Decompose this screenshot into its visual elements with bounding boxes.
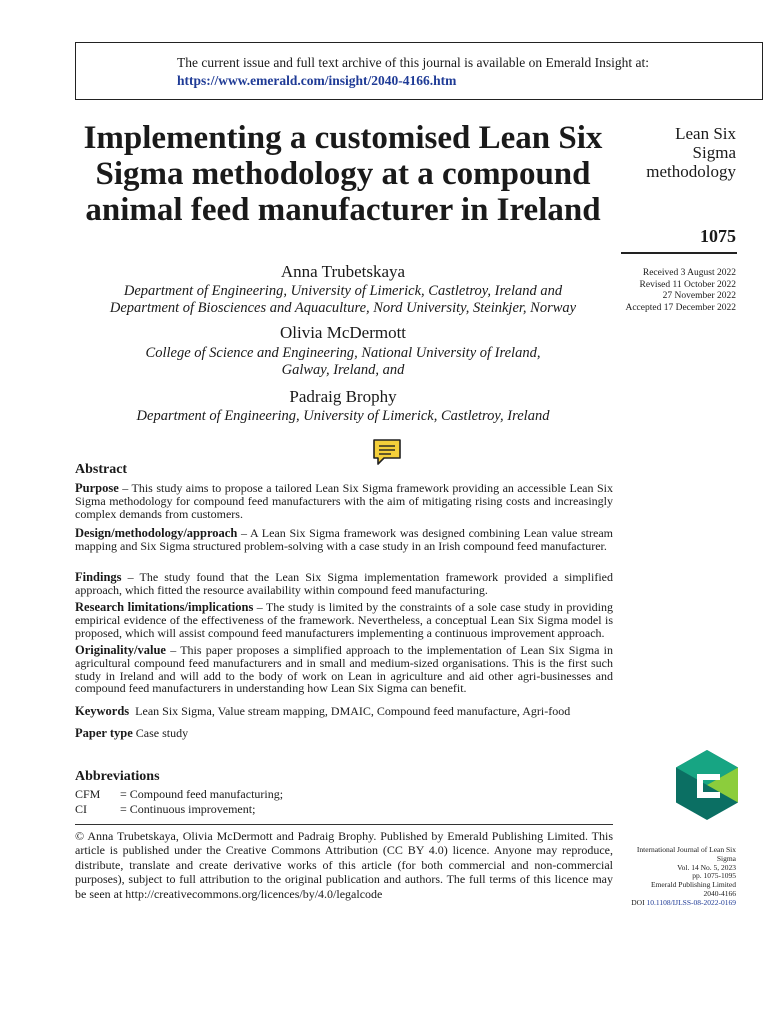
journal-name: Sigma xyxy=(716,853,736,863)
author-affiliation: Galway, Ireland, and xyxy=(281,362,405,378)
date-line: Revised 11 October 2022 xyxy=(639,279,736,290)
article-title: Implementing a customised Lean Six Sigma methodology at a compound animal feed manufacturer in Ireland xyxy=(83,120,603,228)
date-line: Accepted 17 December 2022 xyxy=(625,302,736,313)
side-rule xyxy=(621,252,737,254)
abstract-limitations xyxy=(75,601,613,639)
abbreviation-value: = Compound feed manufacturing; xyxy=(120,787,284,801)
doi-link[interactable]: 10.1108/IJLSS-08-2022-0169 xyxy=(646,897,736,907)
running-head-line: Sigma xyxy=(692,143,736,162)
abstract-findings xyxy=(75,571,613,597)
abbreviation-row xyxy=(75,802,255,816)
comment-icon[interactable] xyxy=(371,437,403,469)
date-line: 27 November 2022 xyxy=(662,291,736,301)
abstract-originality xyxy=(75,644,613,695)
abbreviation-key: CFM xyxy=(75,787,101,801)
history-dates xyxy=(625,268,736,314)
purpose-label: Purpose xyxy=(75,481,119,495)
author-name: Olivia McDermott xyxy=(279,323,407,342)
author-affiliation: College of Science and Engineering, National University of Ireland, xyxy=(145,345,541,361)
design-text: – A Lean Six Sigma framework was designed combining Lean value stream mapping and Six Sigma structured problem-solving with a case study in an Irish compound feed manufacturer. xyxy=(75,526,613,553)
journal-volume: Vol. 14 No. 5, 2023 xyxy=(677,862,736,872)
running-head-line: methodology xyxy=(646,162,736,181)
date-line: Received 3 August 2022 xyxy=(642,268,736,278)
author-affiliation: Department of Engineering, University of Limerick, Castletroy, Ireland xyxy=(136,408,550,424)
journal-notice-box xyxy=(75,42,763,100)
abstract-design xyxy=(75,527,613,553)
findings-text: – The study found that the Lean Six Sigma implementation framework provided a simplified approach, which fitted the resource availability within compound feed manufacturing. xyxy=(75,570,613,597)
journal-issn: 2040-4166 xyxy=(703,888,736,898)
keywords xyxy=(75,705,613,718)
paper-type-text: Case study xyxy=(135,726,189,740)
limitations-text: – The study is limited by the constraints of a sole case study in providing empirical evidence of the effectiveness of the framework. Nevertheless, a conceptual Lean Six Sigma model is proposed, which will assist compound feed manufacturers implementing a continuous improvement approach. xyxy=(75,600,613,640)
journal-url-link[interactable]: https://www.emerald.com/insight/2040-4166.htm xyxy=(177,73,457,88)
abbreviation-value: = Continuous improvement; xyxy=(120,802,256,816)
keywords-label: Keywords xyxy=(75,704,130,718)
running-head-line: Lean Six xyxy=(675,124,736,143)
purpose-text: – This study aims to propose a tailored Lean Six Sigma framework providing an accessible Lean Six Sigma methodology for compound feed manufacturers with the aim of mitigating rising costs and increasingly complex demands from customers. xyxy=(75,481,613,521)
page-number: 1075 xyxy=(700,226,736,246)
journal-info xyxy=(616,846,736,908)
author-affiliation: Department of Biosciences and Aquaculture, Nord University, Steinkjer, Norway xyxy=(109,300,577,316)
abstract-heading: Abstract xyxy=(75,462,128,477)
emerald-logo xyxy=(676,750,738,820)
findings-label: Findings xyxy=(75,570,122,584)
author-name: Padraig Brophy xyxy=(289,387,397,406)
originality-text: – This paper proposes a simplified approach to the implementation of Lean Six Sigma in agricultural compound feed manufacturers and in small and medium-sized organisations. This is the first such study in Ireland and will add to the body of work on Lean in agriculture and aid other agri-businesses and compound feed manufacturers in understanding how Lean Six Sigma can benefit. xyxy=(75,643,613,696)
journal-name: International Journal of Lean Six xyxy=(636,845,736,854)
running-head xyxy=(646,124,736,181)
originality-label: Originality/value xyxy=(75,643,166,657)
journal-publisher: Emerald Publishing Limited xyxy=(651,880,736,890)
design-label: Design/methodology/approach xyxy=(75,526,238,540)
abbreviations-heading: Abbreviations xyxy=(75,769,160,784)
author-name: Anna Trubetskaya xyxy=(280,262,406,281)
limitations-label: Research limitations/implications xyxy=(75,600,254,614)
journal-pages: pp. 1075-1095 xyxy=(692,871,736,881)
keywords-text: Lean Six Sigma, Value stream mapping, DMAIC, Compound feed manufacture, Agri-food xyxy=(135,704,571,718)
author-affiliation: Department of Engineering, University of Limerick, Castletroy, Ireland and xyxy=(123,283,563,299)
paper-type xyxy=(75,727,613,740)
notice-text: The current issue and full text archive of this journal is available on Emerald Insight at: xyxy=(177,55,649,70)
abstract-purpose xyxy=(75,482,613,520)
abbreviation-key: CI xyxy=(75,802,87,816)
paper-type-label: Paper type xyxy=(75,726,133,740)
license-text: © Anna Trubetskaya, Olivia McDermott and Padraig Brophy. Published by Emerald Publishing Limited. This article is published under the Creative Commons Attribution (CC BY 4.0) licence. Anyone may reproduce, distribute, translate and create derivative works of this article (for both commercial and non-commercial purposes), subject to full attribution to the original publication and authors. The full terms of this licence may be seen at http://creativecommons.org/licences/by/4.0/legalcode xyxy=(75,824,613,901)
doi-label: DOI xyxy=(631,897,645,907)
abbreviation-row xyxy=(75,787,283,801)
